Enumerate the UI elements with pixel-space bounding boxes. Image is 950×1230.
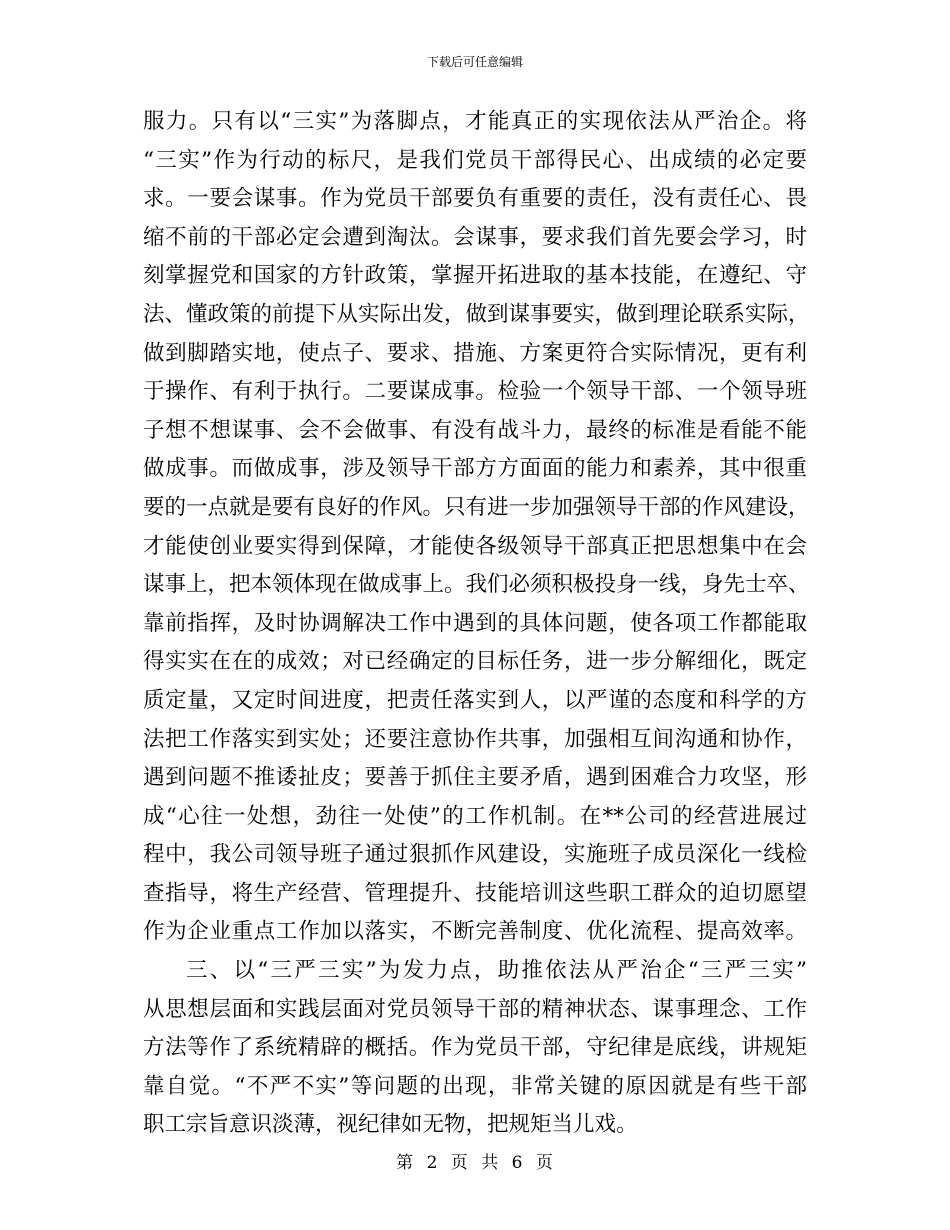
document-body bbox=[143, 103, 810, 1145]
page-number: 第 2 页 共 6 页 bbox=[396, 1153, 554, 1173]
paragraph-line: 于操作、有利于执行。二要谋成事。检验一个领导干部、一个领导班 bbox=[143, 379, 807, 405]
paragraph-line: 才能使创业要实得到保障，才能使各级领导干部真正把思想集中在会 bbox=[143, 533, 807, 559]
paragraph-line: 作为企业重点工作加以落实，不断完善制度、优化流程、提高效率。 bbox=[143, 919, 807, 945]
paragraph-line: 程中，我公司领导班子通过狠抓作风建设，实施班子成员深化一线检 bbox=[143, 842, 807, 868]
paragraph-line: 从思想层面和实践层面对党员领导干部的精神状态、谋事理念、工作 bbox=[143, 996, 807, 1022]
paragraph-line: 遇到问题不推诿扯皮；要善于抓住主要矛盾，遇到困难合力攻坚，形 bbox=[143, 765, 807, 791]
section-heading-line: 三、以“三严三实”为发力点，助推依法从严治企“三严三实” bbox=[186, 958, 807, 984]
paragraph-line: 服力。只有以“三实”为落脚点，才能真正的实现依法从严治企。将 bbox=[143, 109, 807, 134]
page-header: 下载后可任意编辑 bbox=[426, 55, 523, 69]
paragraph-line: 职工宗旨意识淡薄，视纪律如无物，把规矩当儿戏。 bbox=[143, 1112, 638, 1138]
paragraph-line: 要的一点就是要有良好的作风。只有进一步加强领导干部的作风建设， bbox=[143, 494, 810, 520]
paragraph-line: 缩不前的干部必定会遭到淘汰。会谋事，要求我们首先要会学习，时 bbox=[143, 224, 807, 250]
paragraph-line: 靠自觉。“不严不实”等问题的出现，非常关键的原因就是有些干部 bbox=[143, 1073, 807, 1099]
paragraph-line: 求。一要会谋事。作为党员干部要负有重要的责任，没有责任心、畏 bbox=[143, 186, 807, 212]
paragraph-line: 刻掌握党和国家的方针政策，掌握开拓进取的基本技能，在遵纪、守 bbox=[143, 263, 807, 289]
paragraph-line: 法把工作落实到实处；还要注意协作共事，加强相互间沟通和协作， bbox=[143, 726, 807, 752]
paragraph-line: 质定量，又定时间进度，把责任落实到人，以严谨的态度和科学的方 bbox=[143, 687, 807, 713]
paragraph-line: 法、懂政策的前提下从实际出发，做到谋事要实，做到理论联系实际， bbox=[143, 301, 810, 327]
paragraph-line: 靠前指挥，及时协调解决工作中遇到的具体问题，使各项工作都能取 bbox=[143, 610, 807, 636]
paragraph-line: 方法等作了系统精辟的概括。作为党员干部，守纪律是底线，讲规矩 bbox=[143, 1035, 807, 1061]
paragraph-line: 谋事上，把本领体现在做成事上。我们必须积极投身一线，身先士卒、 bbox=[143, 572, 810, 598]
paragraph-line: 做成事。而做成事，涉及领导干部方方面面的能力和素养，其中很重 bbox=[143, 456, 807, 482]
paragraph-line: 子想不想谋事、会不会做事、有没有战斗力，最终的标准是看能不能 bbox=[143, 417, 807, 443]
paragraph-line: “三实”作为行动的标尺，是我们党员干部得民心、出成绩的必定要 bbox=[143, 147, 807, 173]
paragraph-line: 做到脚踏实地，使点子、要求、措施、方案更符合实际情况，更有利 bbox=[143, 340, 807, 366]
paragraph-line: 成“心往一处想，劲往一处使”的工作机制。在**公司的经营进展过 bbox=[143, 803, 807, 829]
paragraph-line: 查指导，将生产经营、管理提升、技能培训这些职工群众的迫切愿望 bbox=[143, 880, 807, 906]
paragraph-line: 得实实在在的成效；对已经确定的目标任务，进一步分解细化，既定 bbox=[143, 649, 807, 675]
